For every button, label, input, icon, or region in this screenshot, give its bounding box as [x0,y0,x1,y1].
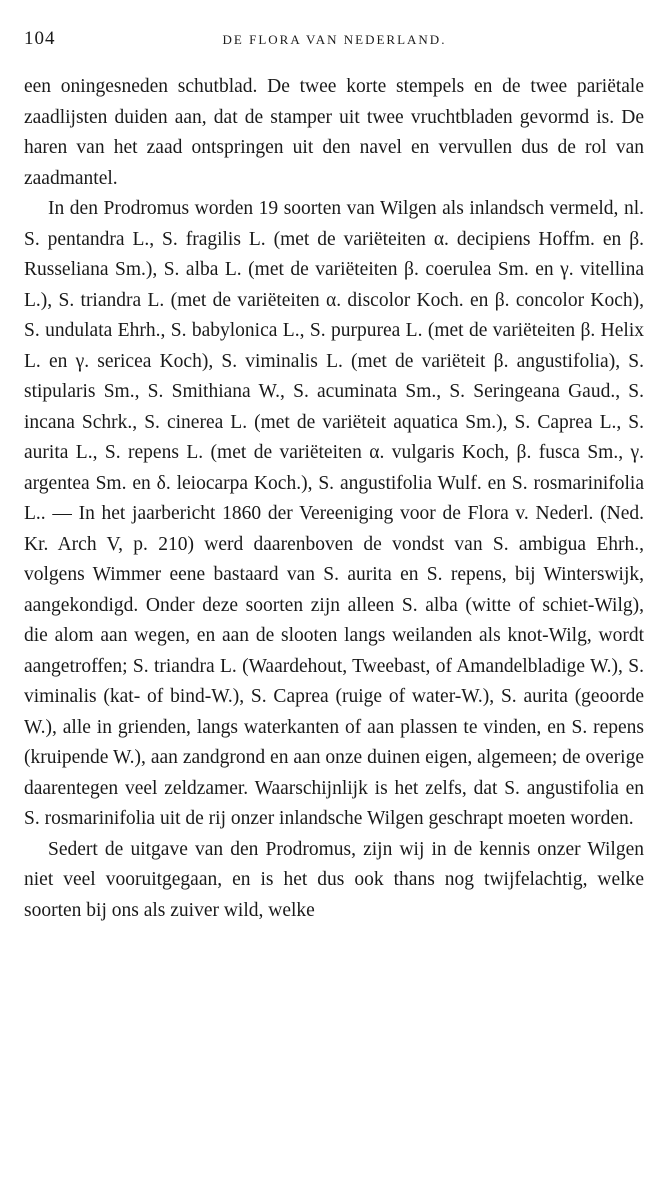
paragraph-willow-species: In den Prodromus worden 19 soorten van Wilgen als inlandsch vermeld, nl. S. pentandra L., S. fragilis L. (met de variëteiten α. decipiens Hoffm. en β. Russeliana Sm.), S. alba L. (met de variëteiten β. coerulea Sm. en γ. vitellina L.), S. triandra L. (met de variëteiten α. discolor Koch. en β. concolor Koch), S. undulata Ehrh., S. babylonica L., S. purpurea L. (met de variëteiten β. Helix L. en γ. sericea Koch), S. viminalis L. (met de variëteit β. angustifolia), S. stipularis Sm., S. Smithiana W., S. acuminata Sm., S. Seringeana Gaud., S. incana Schrk., S. cinerea L. (met de variëteit aquatica Sm.), S. Caprea L., S. aurita L., S. repens L. (met de variëteiten α. vulgaris Koch, β. fusca Sm., γ. argentea Sm. en δ. leiocarpa Koch.), S. angustifolia Wulf. en S. rosmarinifolia L.. — In het jaarbericht 1860 der Vereeniging voor de Flora v. Nederl. (Ned. Kr. Arch V, p. 210) werd daarenboven de vondst van S. ambigua Ehrh., volgens Wimmer eene bastaard van S. aurita en S. repens, bij Winterswijk, aangekondigd. Onder deze soorten zijn alleen S. alba (witte of schiet-Wilg), die alom aan wegen, en aan de slooten langs weilanden als knot-Wilg, wordt aangetroffen; S. triandra L. (Waardehout, Tweebast, of Amandelbladige W.), S. viminalis (kat- of bind-W.), S. Caprea (ruige of water-W.), S. aurita (geoorde W.), alle in grienden, langs waterkanten of aan plassen te vinden, en S. repens (kruipende W.), aan zandgrond en aan onze duinen eigen, algemeen; de overige daarentegen veel zeldzamer. Waarschijnlijk is het zelfs, dat S. angustifolia en S. rosmarinifolia uit de rij onzer inlandsche Wilgen geschrapt moeten worden. [24,198,644,829]
running-title: DE FLORA VAN NEDERLAND. [222,32,447,47]
page-header [24,28,645,50]
page-number: 104 [24,28,56,49]
paragraph-since-prodromus: Sedert de uitgave van den Prodromus, zijn wij in de kennis onzer Wilgen niet veel vooruitgegaan, en is het dus ook thans nog twijfelachtig, welke soorten bij ons als zuiver wild, welke [24,838,644,921]
paragraph-continuation: een oningesneden schutblad. De twee korte stempels en de twee pariëtale zaadlijsten duiden aan, dat de stamper uit twee vruchtbladen gevormd is. De haren van het zaad ontspringen uit den navel en vervullen dus de rol van zaadmantel. [24,76,644,189]
page-body [24,72,644,926]
